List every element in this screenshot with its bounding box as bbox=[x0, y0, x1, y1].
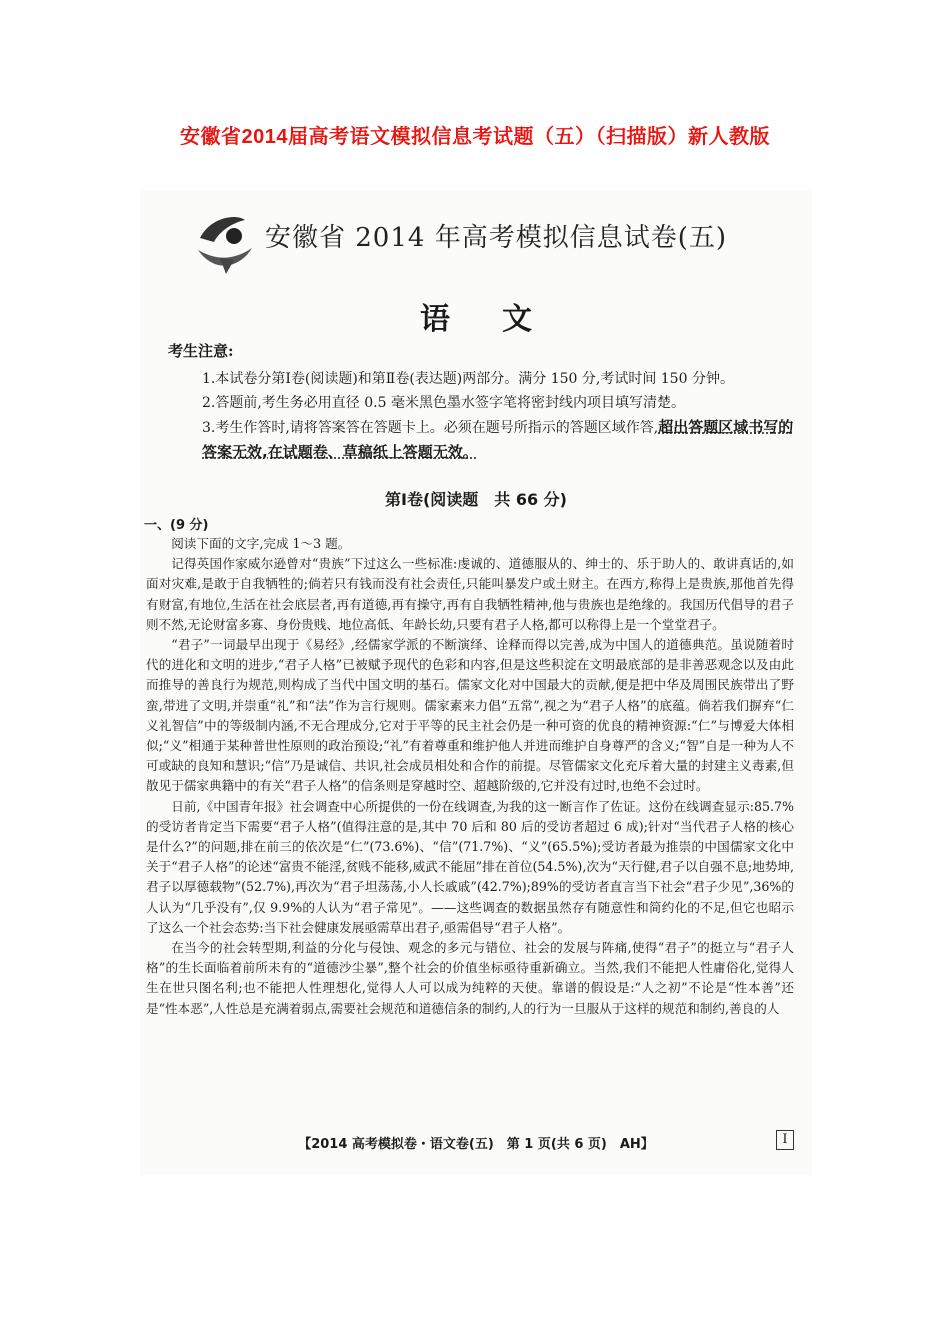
notice-item: 1.本试卷分第Ⅰ卷(阅读题)和第Ⅱ卷(表达题)两部分。满分 150 分,考试时间 150 分钟。 bbox=[202, 371, 734, 387]
part-label: 一、(9 分) bbox=[144, 518, 209, 533]
section-heading: 第Ⅰ卷(阅读题 共 66 分) bbox=[385, 490, 567, 509]
page-footer: 【2014 高考模拟卷・语文卷(五) 第 1 页(共 6 页) AH】 bbox=[298, 1137, 654, 1152]
notice-item bbox=[202, 415, 798, 465]
reading-passage bbox=[146, 534, 794, 1019]
exam-title: 安徽省 2014 年高考模拟信息试卷(五) bbox=[265, 223, 727, 253]
passage-paragraph: “君子”一词最早出现于《易经》,经儒家学派的不断演绎、诠释而得以完善,成为中国人的道德典范。虽说随着时代的进化和文明的进步,“君子人格”已被赋予现代的色彩和内容,但是这些积淀在文明最底部的是非善恶观念以及由此而推导的善良行为规范,则构成了当代中国文明的基石。儒家文化对中国最大的贡献,便是把中华及周围民族带出了野蛮,带进了文明,并崇重“礼”和“法”作为言行规则。儒家素来力倡“五常”,视之为“君子人格”的底蕴。倘若我们摒弃“仁义礼智信”中的等级制内涵,不无合理成分,它对于平等的民主社会仍是一种可资的优良的精神资源:“仁”与博爱大体相似;“义”相通于某种普世性原则的政治预设;“礼”有着尊重和维护他人并进而维护自身尊严的含义;“智”自是一种为人不可或缺的良知和慧识;“信”乃是诚信、共识,社会成员相处和合作的前提。尽管儒家文化充斥着大量的封建主义毒素,但散见于儒家典籍中的有关“君子人格”的信条则是穿越时空、超越阶级的,它并没有过时,也绝不会过时。 bbox=[146, 637, 794, 794]
notice-item-text: 3.考生作答时,请将答案答在答题卡上。必须在题号所指示的答题区域作答, bbox=[202, 420, 659, 436]
notice-item: 2.答题前,考生务必用直径 0.5 毫米黑色墨水签字笔将密封线内项目填写清楚。 bbox=[202, 395, 685, 411]
notice-heading: 考生注意: bbox=[168, 342, 234, 360]
document-title: 安徽省2014届高考语文模拟信息考试题（五）（扫描版）新人教版 bbox=[180, 126, 770, 148]
subject-heading: 语文 bbox=[420, 302, 584, 337]
scanned-exam-page bbox=[140, 190, 812, 1175]
exam-logo-icon bbox=[190, 208, 260, 278]
candidate-notice bbox=[168, 340, 798, 465]
notice-emphasis: 超出答题区域书写的答案无效,在试题卷、草稿纸上答题无效。 bbox=[202, 418, 794, 461]
passage-paragraph: 在当今的社会转型期,利益的分化与侵蚀、观念的多元与错位、社会的发展与阵痛,使得“君子”的挺立与“君子人格”的生长面临着前所未有的“道德沙尘暴”,整个社会的价值坐标亟待重新确立。当然,我们不能把人性庸俗化,觉得人生在世只图名利;也不能把人性理想化,觉得人人可以成为纯粹的天使。靠谱的假设是:“人之初”不论是“性本善”还是“性本恶”,人性总是充满着弱点,需要社会规范和道德信条的制约,人的行为一旦服从于这样的规范和制约,善良的人 bbox=[146, 940, 794, 1016]
passage-paragraph: 记得英国作家威尔逊曾对“贵族”下过这么一些标准:虔诚的、道德服从的、绅士的、乐于助人的、敢讲真话的,如面对灾难,是敢于自我牺牲的;倘若只有钱而没有社会责任,只能叫暴发户或土财主。在西方,称得上是贵族,那他首先得有财富,有地位,生活在社会底层者,再有道德,再有操守,再有自我牺牲精神,他与贵族也是绝缘的。我国历代倡导的君子则不然,无论财富多寡、身份贵贱、地位高低、年龄长幼,只要有君子人格,都可以称得上是一个堂堂君子。 bbox=[146, 556, 794, 632]
page-mark: Ⅰ bbox=[776, 1130, 794, 1150]
passage-paragraph: 日前,《中国青年报》社会调查中心所提供的一份在线调查,为我的这一断言作了佐证。这份在线调查显示:85.7%的受访者肯定当下需要“君子人格”(值得注意的是,其中 70 后和 80 后的受访者超过 6 成);针对“当代君子人格的核心是什么?”的问题,排在前三的依次是“仁”(73.6%)、“信”(71.7%)、“义”(65.5%);受访者最为推崇的中国儒家文化中关于“君子人格”的论述“富贵不能淫,贫贱不能移,威武不能屈”排在首位(54.5%),次为“天行健,君子以自强不息;地势坤,君子以厚德载物”(52.7%),再次为“君子坦荡荡,小人长戚戚”(42.7%);89%的受访者直言当下社会“君子少见”,36%的人认为“几乎没有”,仅 9.9%的人认为“君子常见”。——这些调查的数据虽然存有随意性和简约化的不足,但它也昭示了这么一个社会态势:当下社会健康发展亟需草出君子,亟需倡导“君子人格”。 bbox=[146, 798, 794, 935]
instruction: 阅读下面的文字,完成 1～3 题。 bbox=[171, 536, 351, 551]
